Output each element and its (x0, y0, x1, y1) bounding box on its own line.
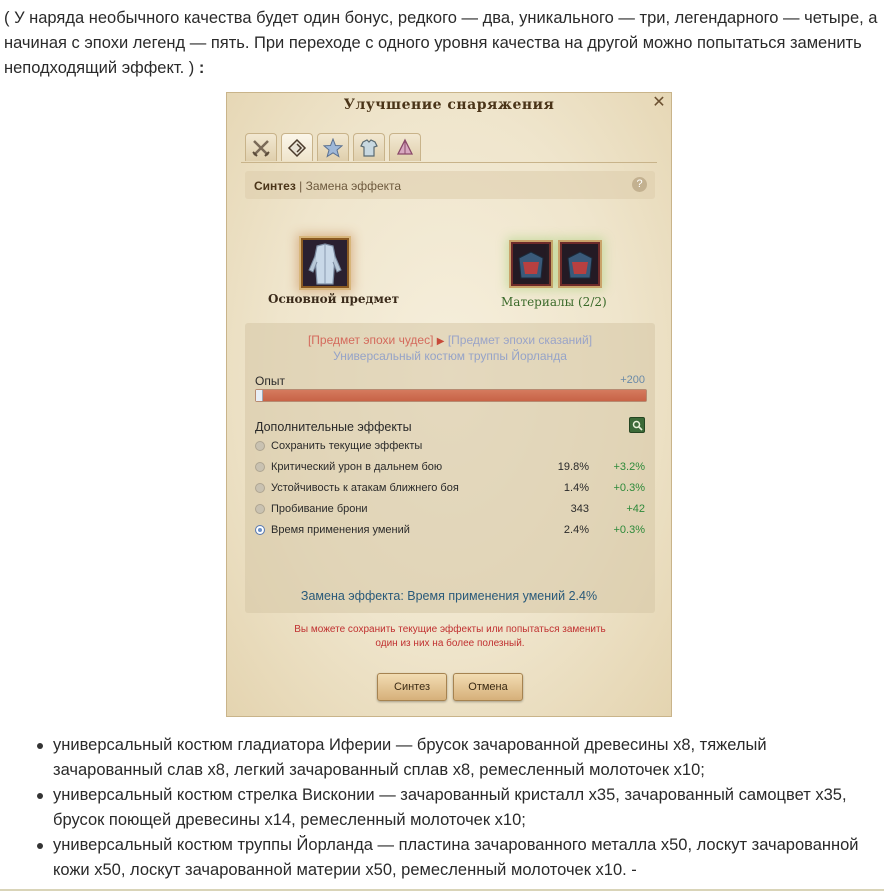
effect-option[interactable] (255, 480, 647, 498)
search-icon[interactable] (629, 417, 645, 433)
tab-divider (241, 162, 657, 163)
effect-increase: +0.3% (613, 524, 645, 536)
tab-weapons[interactable] (245, 133, 277, 161)
mode-replace-tab[interactable]: Замена эффекта (305, 179, 402, 193)
effect-option-selected[interactable] (255, 522, 647, 540)
upgrade-to: [Предмет эпохи сказаний] (447, 333, 593, 347)
cancel-button[interactable]: Отмена (453, 673, 523, 701)
synthesis-button[interactable]: Синтез (377, 673, 447, 701)
intro-text: ( У наряда необычного качества будет один бонус, редкого — два, уникального — три, легендарного — четыре, а начиная с эпохи легенд — пять. При переходе с одного уровня качества на другой можно попытаться заменить неподходящий эффект. ) (4, 9, 878, 77)
radio-button[interactable] (255, 441, 265, 451)
effect-name: Время применения умений (271, 524, 410, 536)
rune-icon (287, 138, 307, 158)
effect-name: Критический урон в дальнем бою (271, 461, 443, 473)
equipment-upgrade-window (226, 92, 672, 717)
upgrade-from: [Предмет эпохи чудес] (307, 333, 434, 347)
tab-bar (245, 133, 421, 163)
radio-button-selected[interactable] (255, 525, 265, 535)
crystal-icon (395, 138, 415, 158)
effect-option[interactable] (255, 438, 647, 456)
list-item: универсальный костюм стрелка Висконии — зачарованный кристалл х35, зачарованный самоцвет х35, брусок поющей древесины х14, ремесленный молоточек х10; (34, 783, 880, 833)
material-bag-icon (513, 244, 549, 284)
tab-runes[interactable] (281, 133, 313, 161)
mode-bar (245, 171, 655, 199)
experience-bar-fill (256, 390, 646, 401)
effect-name: Пробивание брони (271, 503, 368, 515)
main-item-slot[interactable] (301, 238, 349, 288)
effect-option[interactable] (255, 459, 647, 477)
effect-increase: +3.2% (613, 461, 645, 473)
experience-value: +200 (620, 374, 645, 386)
materials-label: Материалы (2/2) (501, 295, 607, 309)
replace-effect-text: Замена эффекта: Время применения умений 2.4% (300, 589, 598, 603)
list-item: универсальный костюм гладиатора Иферии — брусок зачарованной древесины х8, тяжелый зачарованный слав х8, легкий зачарованный сплав х8, ремесленный молоточек х10; (34, 733, 880, 783)
armor-icon (359, 138, 379, 158)
materials-list (34, 733, 880, 883)
effect-name: Устойчивость к атакам ближнего боя (271, 482, 459, 494)
costume-icon (303, 240, 347, 286)
list-item: универсальный костюм труппы Йорланда — пластина зачарованного металла х50, лоскут зачарованной кожи х50, лоскут зачарованной материи х50, ремесленный молоточек х10. - (34, 833, 880, 883)
effects-title: Дополнительные эффекты (255, 420, 412, 434)
main-item-label: Основной предмет (268, 292, 400, 306)
effect-option[interactable] (255, 501, 647, 519)
tab-armor[interactable] (353, 133, 385, 161)
window-title: Улучшение снаряжения (343, 97, 555, 113)
mode-separator: | (295, 179, 306, 193)
material-bag-icon (562, 244, 598, 284)
warning-text: Вы можете сохранить текущие эффекты или попытаться заменить один из них на более полезный. (294, 624, 606, 649)
help-icon[interactable]: ? (632, 177, 647, 192)
star-icon (323, 138, 343, 158)
radio-button[interactable] (255, 462, 265, 472)
mode-synthesis-tab[interactable]: Синтез (254, 179, 296, 193)
effect-value: 2.4% (563, 524, 589, 536)
arrow-right-icon: ▶ (436, 336, 445, 347)
close-icon[interactable]: ✕ (652, 92, 666, 111)
effect-value: 19.8% (557, 461, 589, 473)
experience-bar (255, 389, 647, 402)
material-slot[interactable] (560, 242, 600, 286)
crossed-swords-icon (251, 138, 271, 158)
tab-stars[interactable] (317, 133, 349, 161)
effect-increase: +42 (626, 503, 645, 515)
upgrade-path (245, 333, 655, 347)
upgrade-info-panel (245, 323, 655, 613)
divider (0, 889, 884, 891)
effect-name: Сохранить текущие эффекты (271, 440, 423, 452)
intro-colon: : (198, 59, 205, 77)
radio-button[interactable] (255, 504, 265, 514)
radio-button[interactable] (255, 483, 265, 493)
effect-increase: +0.3% (613, 482, 645, 494)
material-slot[interactable] (511, 242, 551, 286)
experience-label: Опыт (255, 374, 285, 388)
effect-value: 1.4% (563, 482, 589, 494)
item-name: Универсальный костюм труппы Йорланда (333, 349, 567, 363)
experience-bar-cap (256, 390, 263, 401)
intro-paragraph (4, 6, 880, 81)
effect-value: 343 (570, 503, 589, 515)
tab-crystals[interactable] (389, 133, 421, 161)
